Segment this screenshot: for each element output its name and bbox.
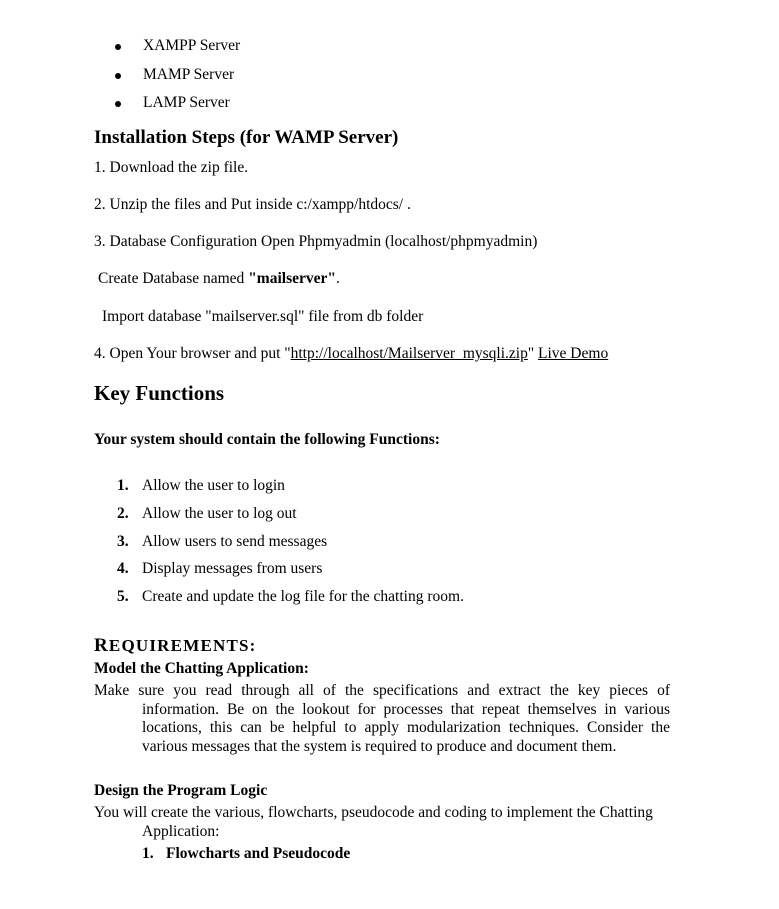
installation-step-2: 2. Unzip the files and Put inside c:/xampp/htdocs/ . — [94, 196, 411, 213]
bullet-icon — [115, 73, 121, 79]
requirements-heading: REQUIREMENTS: — [94, 635, 257, 656]
list-item: 4. Display messages from users — [117, 560, 323, 577]
installation-heading: Installation Steps (for WAMP Server) — [94, 127, 399, 148]
design-list-item: 1. Flowcharts and Pseudocode — [142, 845, 351, 862]
zip-link[interactable]: http://localhost/Mailserver_mysqli.zip — [290, 345, 528, 362]
key-functions-heading: Key Functions — [94, 381, 225, 405]
installation-step-3: 3. Database Configuration Open Phpmyadmin (localhost/phpmyadmin) — [94, 233, 538, 250]
database-name: "mailserver" — [248, 270, 336, 287]
functions-intro: Your system should contain the following Functions: — [94, 431, 440, 448]
design-heading: Design the Program Logic — [94, 782, 268, 799]
model-paragraph: Make sure you read through all of the specifications and extract the key pieces of information. Be on the lookout for processes that repeat themselves in various locations, this can be helpful to apply modularization techniques. Consider the various messages that the system is required to produce and document them. — [94, 682, 670, 755]
list-item: 5. Create and update the log file for the chatting room. — [117, 588, 464, 605]
import-database-line: Import database "mailserver.sql" file from db folder — [102, 308, 424, 325]
live-demo-link[interactable]: Live Demo — [538, 345, 609, 362]
document-page: XAMPP Server MAMP Server LAMP Server Installation Steps (for WAMP Server) 1. Download the zip file. 2. Unzip the files and Put inside c:/xampp/htdocs/ . 3. Database Configuration Open Phpmyadmin (localhost/phpmyadmin) Create Database named "mailserver". Import database "mailserver.sql" file from db folder 4. Open Your browser and put "http://localhost/Mailserver_mysqli.zip" Live Demo Key Functions Your system should contain the following Functions: 1. Allow the user to login 2. Allow the user to log out 3. Allow users to send messages 4. Display messages from users 5. Create and update the log file for the chatting room. REQUIREMENTS: Model the Chatting Application: Make sure you read through all of the specifications and extract the key pieces of information. Be on the lookout for processes that repeat themselves in various locations, this can be helpful to apply modularization techniques. Consider the various messages that the system is required to produce and document them. Design the Program Logic You will create the various, flowcharts, pseudocode and coding to implement the Chatting Application: 1. Flowcharts and Pseudocode — [0, 0, 779, 909]
list-item: 2. Allow the user to log out — [117, 505, 297, 522]
bullet-icon — [115, 44, 121, 50]
installation-step-1: 1. Download the zip file. — [94, 159, 249, 176]
installation-step-4: 4. Open Your browser and put "http://localhost/Mailserver_mysqli.zip" Live Demo — [94, 345, 609, 362]
model-heading: Model the Chatting Application: — [94, 660, 309, 677]
bullet-icon — [115, 101, 121, 107]
design-paragraph: You will create the various, flowcharts, pseudocode and coding to implement the Chatting Application: — [94, 804, 653, 840]
list-item: 1. Allow the user to login — [117, 477, 285, 494]
create-database-line: Create Database named "mailserver". — [98, 270, 340, 287]
list-item: 3. Allow users to send messages — [117, 533, 328, 550]
